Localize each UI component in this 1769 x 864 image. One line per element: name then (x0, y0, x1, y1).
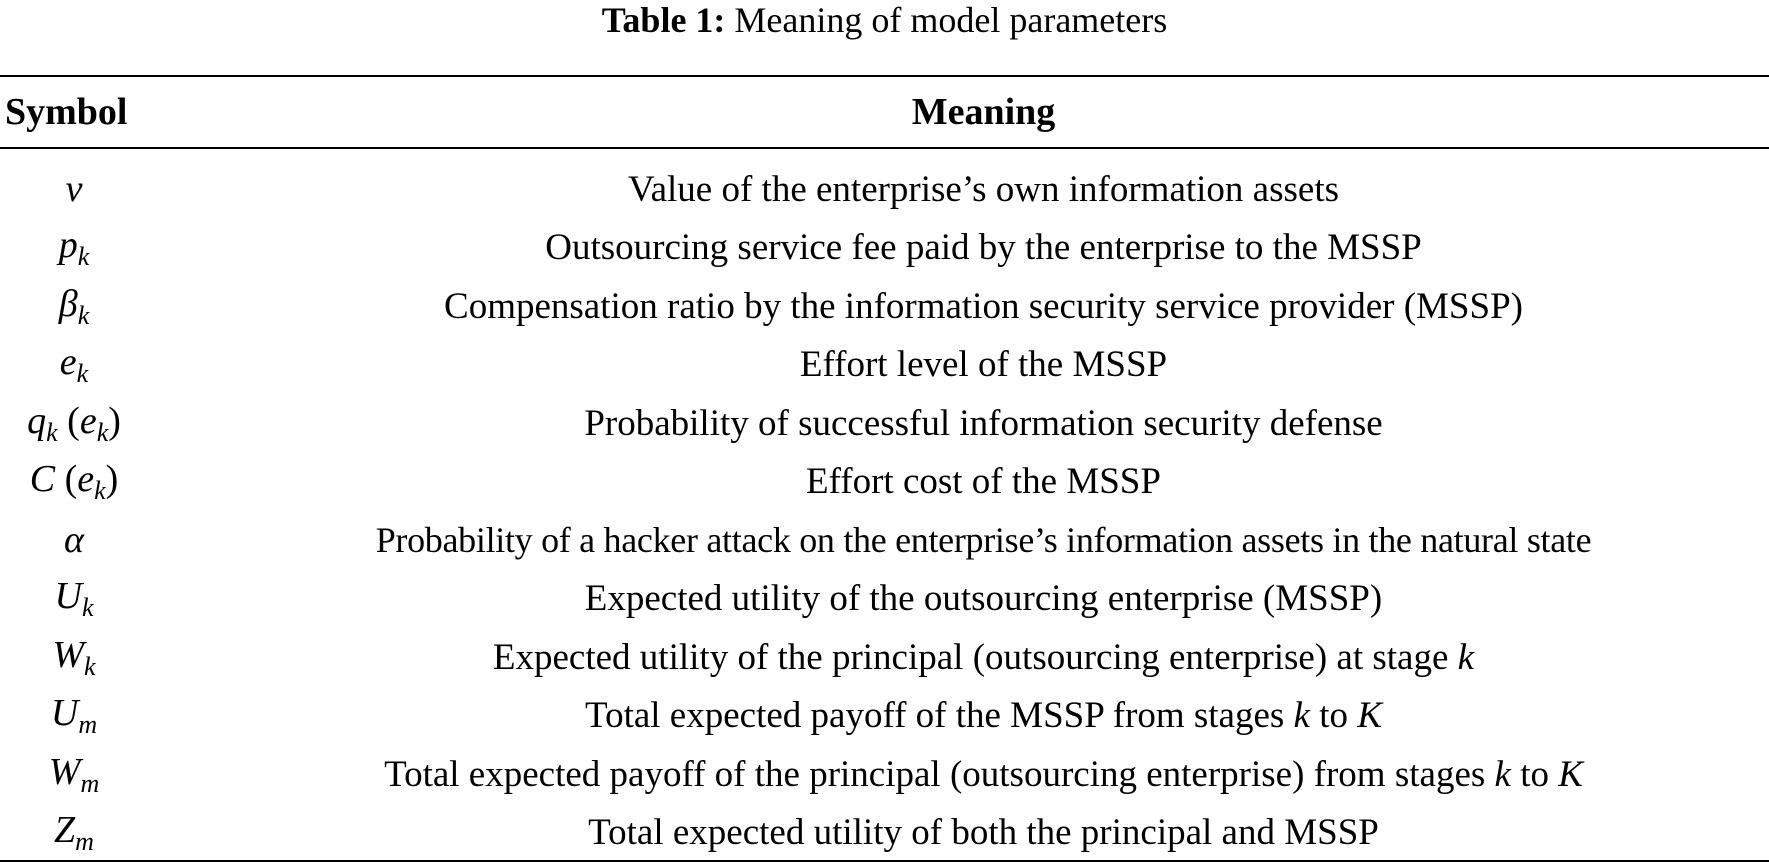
meaning-cell: Expected utility of the outsourcing enterprise (MSSP) (584, 578, 1383, 620)
table-row (0, 804, 1769, 863)
table-row (0, 160, 1769, 219)
symbol-subscript: k (76, 359, 89, 389)
table-row (0, 570, 1769, 629)
symbol-cell (0, 282, 148, 331)
meaning-cell (198, 694, 1769, 737)
symbol-base: U (54, 575, 82, 618)
symbol-base: e (59, 341, 77, 384)
symbol-base: W (48, 750, 81, 793)
table-row (0, 745, 1769, 804)
symbol-subscript: m (80, 768, 100, 798)
symbol-argument: $(e_k)$ (67, 399, 121, 447)
symbol-subscript: k (77, 242, 90, 272)
meaning-variable: K (1357, 695, 1382, 737)
top-rule (0, 75, 1769, 77)
symbol-argument: $(e_k)$ (64, 458, 119, 506)
symbol-cell (0, 399, 148, 448)
symbol-subscript: k (77, 300, 90, 330)
symbol-base: β (58, 282, 78, 325)
meaning-cell (198, 636, 1769, 679)
meaning-cell: Probability of successful information security defense (584, 402, 1383, 444)
header-symbol: Symbol (5, 91, 128, 133)
symbol-subscript: k (84, 651, 96, 681)
table-row (0, 394, 1769, 453)
symbol-cell (0, 750, 148, 799)
table-row (0, 511, 1769, 570)
meaning-text-mid: to (1510, 753, 1559, 795)
meaning-cell: Probability of a hacker attack on the enterprise’s information assets in the natural state (375, 520, 1592, 561)
meaning-cell: Total expected utility of both the principal and MSSP (588, 812, 1379, 854)
symbol-cell (0, 691, 148, 740)
meaning-cell: Compensation ratio by the information security service provider (MSSP) (444, 285, 1523, 327)
table-row (0, 336, 1769, 395)
table-row (0, 277, 1769, 336)
meaning-cell (198, 753, 1769, 796)
bottom-rule (0, 860, 1769, 862)
symbol-cell (0, 574, 148, 623)
meaning-variable: k (1457, 636, 1475, 678)
symbol-base: q (27, 399, 47, 442)
symbol-base: Z (54, 809, 76, 852)
symbol-subscript: m (75, 827, 94, 857)
meaning-text: Expected utility of the principal (outsourcing enterprise) at stage (492, 636, 1458, 678)
symbol-cell (0, 518, 148, 562)
symbol-cell (0, 223, 148, 272)
meaning-cell: Value of the enterprise’s own information assets (627, 168, 1340, 210)
meaning-variable: k (1494, 753, 1511, 795)
symbol-base: U (50, 692, 79, 735)
meaning-cell: Effort cost of the MSSP (806, 461, 1161, 503)
meaning-text-mid: to (1309, 695, 1358, 737)
header-meaning: Meaning (911, 91, 1056, 133)
meaning-variable: k (1293, 695, 1310, 737)
symbol-base: v (65, 168, 83, 211)
meaning-variable: K (1558, 753, 1583, 795)
symbol-subscript: k (81, 593, 94, 623)
table-body (0, 160, 1769, 862)
symbol-base: α (64, 519, 84, 562)
symbol-cell (0, 340, 148, 389)
meaning-cell: Outsourcing service fee paid by the enterprise to the MSSP (545, 227, 1422, 269)
symbol-cell (0, 457, 148, 506)
table-row (0, 453, 1769, 512)
table-caption (0, 0, 1769, 40)
caption-label: Table 1: (601, 0, 726, 40)
table-row (0, 687, 1769, 746)
symbol-cell (0, 167, 148, 211)
symbol-cell (0, 633, 148, 682)
header-rule (0, 147, 1769, 149)
symbol-subscript: m (78, 710, 98, 740)
symbol-subscript: k (46, 417, 58, 447)
table-row (0, 628, 1769, 687)
symbol-base: W (52, 633, 85, 676)
caption-text: Meaning of model parameters (734, 0, 1168, 40)
meaning-cell: Effort level of the MSSP (799, 344, 1168, 386)
symbol-cell (0, 808, 148, 857)
table-row (0, 219, 1769, 278)
meaning-text: Total expected payoff of the principal (outsourcing enterprise) from stages (384, 753, 1495, 795)
meaning-text: Total expected payoff of the MSSP from stages (585, 695, 1294, 737)
symbol-base: p (58, 224, 78, 267)
symbol-base: C (29, 458, 56, 501)
